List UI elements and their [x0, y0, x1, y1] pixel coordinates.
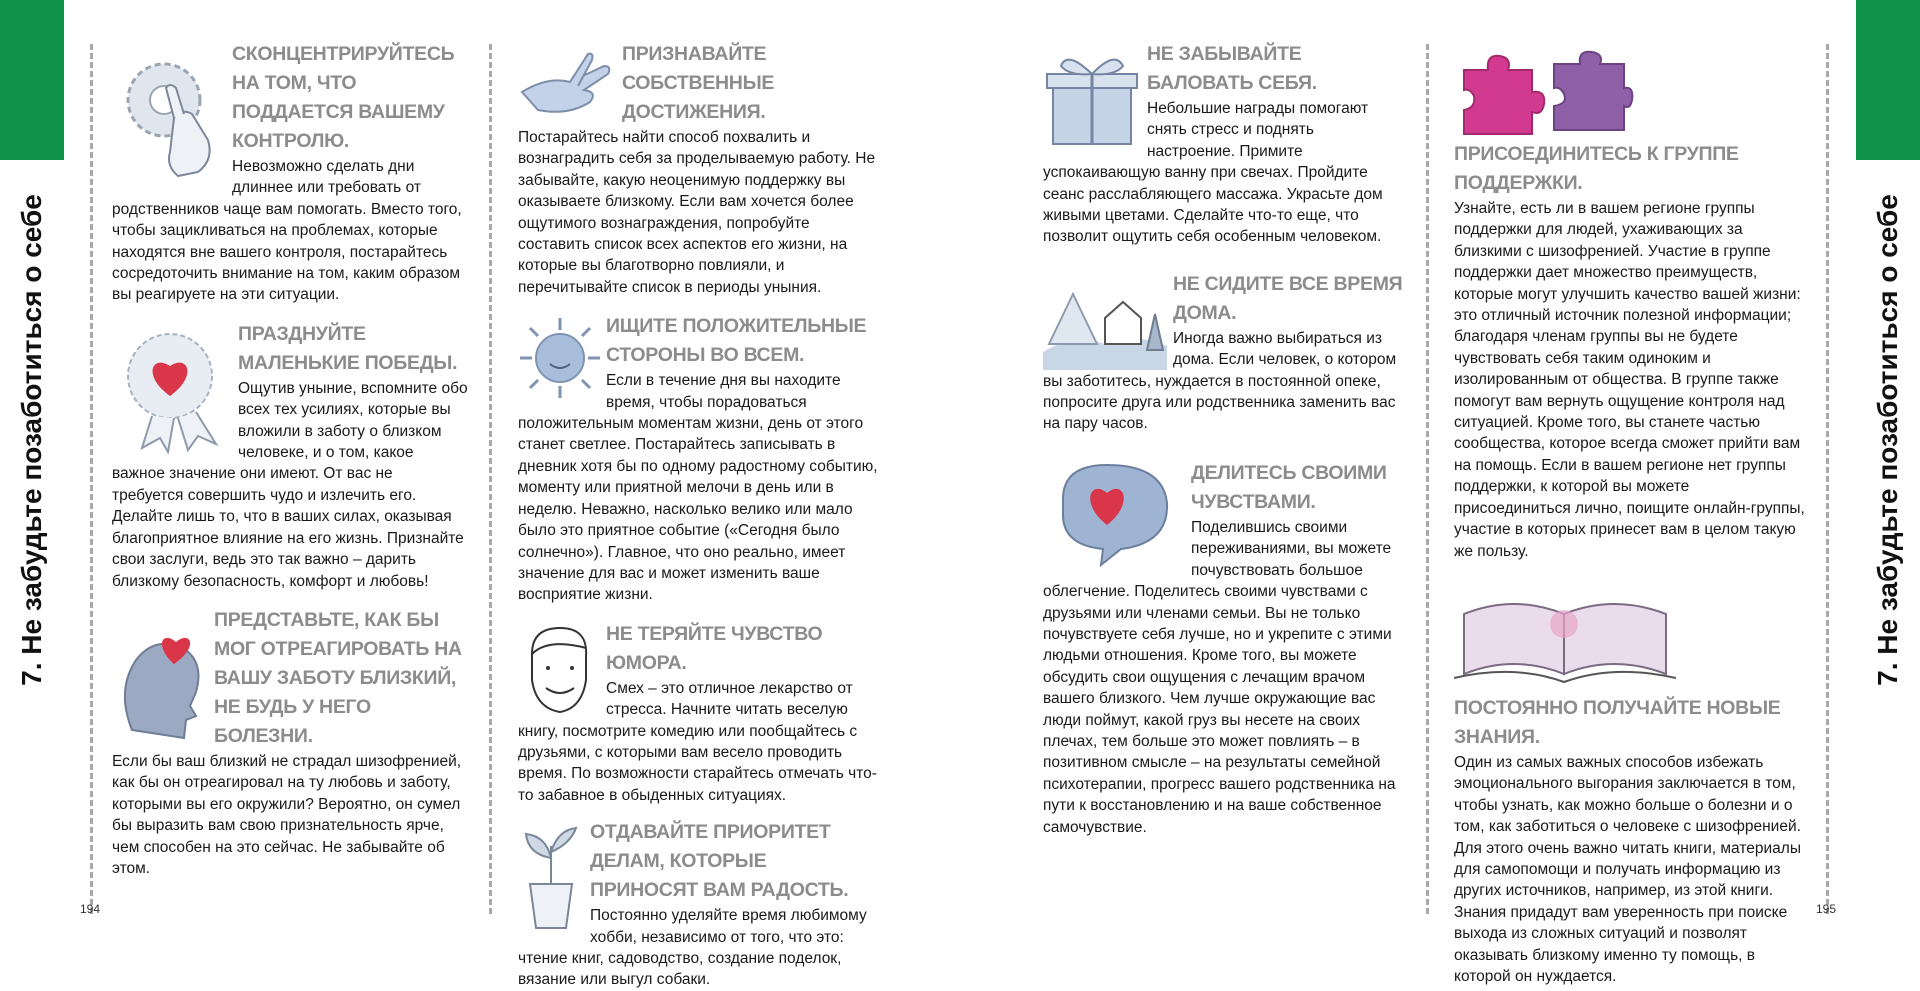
section-heading: НЕ ЗАБЫВАЙТЕ БАЛОВАТЬ СЕБЯ.: [1147, 43, 1317, 94]
section-heading: ПРИЗНАВАЙТЕ СОБСТВЕННЫЕ ДОСТИЖЕНИЯ.: [622, 43, 775, 123]
column-rule-left-1: [90, 44, 93, 914]
column-rule-right-2: [1826, 44, 1829, 914]
section-body: Поделившись своими переживаниями, вы можете почувствовать большое облегчение. Поделитесь своими чувствами с друзьями или членами семьи. Вы не только почувствуете себя лучше, но и укрепите с этими людьми отношения. Кроме того, вы можете обсудить свои ощущения с лечащим врачом вашего близкого. Чем лучше окружающие вас люди поймут, какой груз вы несете на своих плечах, тем больше это может повлиять – в позитивном смысле – на результаты семейной психотерапии, прогресс вашего родственника на пути к восстановлению и на ваше собственное самочувствие.: [1043, 518, 1396, 836]
section-treat-yourself: [1043, 40, 1405, 248]
section-keep-learning: [1454, 582, 1806, 987]
gift-box-illustration: [1043, 46, 1141, 150]
section-prioritize-joy: [518, 818, 878, 991]
section-acknowledge-achievements: [518, 40, 878, 298]
left-column-b: [518, 40, 878, 991]
hand-gear-illustration: [112, 48, 224, 188]
section-body: Небольшие награды помогают снять стресс и поднять настроение. Примите успокаивающую ванну при свечах. Пройдите сеанс расслабляющего массажа. Украсьте дом живыми цветами. Сделайте что-то еще, что позволит ощутить себя особенным человеком.: [1043, 100, 1383, 246]
section-heading: ДЕЛИТЕСЬ СВОИМИ ЧУВСТВАМИ.: [1191, 461, 1387, 513]
page-number-left: 194: [80, 902, 101, 916]
open-book-illustration: [1454, 594, 1676, 694]
smiling-face-illustration: [518, 624, 600, 720]
sun-illustration: [518, 316, 602, 400]
section-body: Узнайте, есть ли в вашем регионе группы поддержки для людей, ухаживающих за близкими с шизофренией. Участие в группе поддержки дает множество преимуществ, которые могут улучшить качество вашей жизни: это отличный источник полезной информации; благодаря членам группы вы не будете чувствовать себя таким одиноким и изолированным от общества. В группе также помогут вам вернуть ощущение контроля над ситуацией. Кроме того, вы станете частью сообщества, которое всегда сможет прийти вам на помощь. Если в вашем регионе нет группы поддержки, к которой вы можете присоединиться лично, поищите онлайн-группы, участие в которых принесет вам в целом такую же пользу.: [1454, 200, 1805, 560]
left-page: [0, 0, 960, 989]
page-number-right: 195: [1816, 902, 1837, 916]
section-body: Один из самых важных способов избежать эмоционального выгорания заключается в том, чтобы узнать, как можно больше о болезни и о том, как заботиться о человеке с шизофренией. Для этого очень важно читать книги, материалы для самопомощи и получать информацию из других источников, например, из этой книги. Знания придадут вам уверенность при поиске выхода из сложных ситуаций и позволят оказывать близкому именно ту помощь, в которой он нуждается.: [1454, 753, 1801, 985]
potted-plant-illustration: [518, 824, 584, 932]
chapter-title-left: [0, 180, 64, 700]
section-heading: ОТДАВАЙТЕ ПРИОРИТЕТ ДЕЛАМ, КОТОРЫЕ ПРИНОСЯТ ВАМ РАДОСТЬ.: [590, 821, 849, 902]
section-look-positive: [518, 312, 878, 605]
section-heading: СКОНЦЕНТРИРУЙТЕСЬ НА ТОМ, ЧТО ПОДДАЕТСЯ ВАШЕМУ КОНТРОЛЮ.: [232, 43, 455, 152]
section-heading: ПРЕДСТАВЬТЕ, КАК БЫ МОГ ОТРЕАГИРОВАТЬ НА ВАШУ ЗАБОТУ БЛИЗКИЙ, НЕ БУДЬ У НЕГО БОЛЕЗНИ.: [214, 608, 462, 747]
chapter-title-right: [1856, 180, 1920, 700]
winter-house-illustration: [1043, 274, 1167, 370]
section-body: Иногда важно выбираться из дома. Если человек, о котором вы заботитесь, нуждается в постоянной опеке, попросите друга или родственника заменить вас на пару часов.: [1043, 329, 1397, 433]
chapter-title-text-right: 7. Не забудьте позаботиться о себе: [1872, 194, 1903, 686]
head-heart-illustration: [112, 620, 210, 750]
section-share-feelings: [1043, 459, 1405, 838]
section-body: Если бы ваш близкий не страдал шизофренией, как бы он отреагировал на ту любовь и заботу, которыми вы его окружили? Вероятно, он сумел бы выразить вам свою признательность ярче, чем способен на это сейчас. Не забывайте об этом.: [112, 752, 462, 877]
section-small-victories: [112, 320, 468, 592]
left-column-a: [112, 40, 468, 879]
right-column-a: [1043, 40, 1405, 838]
section-body: Ощутив уныние, вспомните обо всех тех усилиях, которые вы вложили в заботу о близком человеке, и о том, какое важное значение они имеют. От вас не требуется совершить чудо и излечить его. Делайте лишь то, что в ваших силах, оказывая благоприятное влияние на его жизнь. Признайте свои заслуги, ведь это так важно – дарить близкому безопасность, комфорт и любовь!: [112, 379, 468, 590]
section-body: Невозможно сделать дни длиннее или требовать от родственников чаще вам помогать. Вместо того, чтобы зацикливаться на проблемах, которые находятся вне вашего контроля, постарайтесь сосредоточить внимание на том, каким образом вы реагируете на эти ситуации.: [112, 158, 462, 304]
chapter-title-text-left: 7. Не забудьте позаботиться о себе: [16, 194, 47, 686]
section-heading: ИЩИТЕ ПОЛОЖИТЕЛЬНЫЕ СТОРОНЫ ВО ВСЕМ.: [606, 315, 867, 367]
section-imagine-reaction: [112, 606, 468, 879]
section-leave-home: [1043, 270, 1405, 435]
column-rule-left-2: [489, 44, 492, 914]
section-body: Смех – это отличное лекарство от стресса. Начните читать веселую книгу, посмотрите комедию или пообщайтесь с друзьями, с которыми вам весело проводить время. По возможности старайтесь отмечать что-то забавное в обыденных ситуациях.: [518, 679, 877, 804]
puzzle-pieces-illustration: [1454, 48, 1634, 140]
right-page: [960, 0, 1920, 985]
section-body: Если в течение дня вы находите время, чтобы порадоваться положительным моментам жизни, день от этого станет светлее. Постарайтесь записывать в дневник хотя бы по одному радостному событию, моменту или приятной мелочи в день или в неделю. Неважно, насколько велико или мало было это приятное событие («Сегодня было солнечно»). Главное, что оно реально, имеет значение для вас и может изменить ваше восприятие жизни.: [518, 372, 878, 604]
chapter-tab-left: [0, 0, 64, 160]
section-body: Постарайтесь найти способ похвалить и вознаградить себя за проделываемую работу. Не забывайте, какую неоценимую поддержку вы оказываете близкому. Если вам хочется более ощутимого вознаграждения, попробуйте составить список всех аспектов его жизни, на которые вы благотворно повлияли, и перечитывайте список в периоды уныния.: [518, 129, 876, 296]
open-hand-illustration: [518, 46, 616, 122]
section-body: Постоянно уделяйте время любимому хобби, независимо от того, что это: чтение книг, садоводство, создание поделок, вязание или выгул собаки.: [518, 907, 867, 989]
section-join-support-group: [1454, 40, 1806, 562]
section-heading: ПРИСОЕДИНИТЕСЬ К ГРУППЕ ПОДДЕРЖКИ.: [1454, 143, 1739, 194]
chapter-tab-right: [1856, 0, 1920, 160]
heart-rosette-illustration: [112, 326, 232, 454]
section-heading: НЕ ТЕРЯЙТЕ ЧУВСТВО ЮМОРА.: [606, 622, 823, 674]
column-rule-right-1: [1426, 44, 1429, 914]
section-focus-control: [112, 40, 468, 306]
section-heading: ПОСТОЯННО ПОЛУЧАЙТЕ НОВЫЕ ЗНАНИЯ.: [1454, 696, 1781, 748]
section-heading: ПРАЗДНУЙТЕ МАЛЕНЬКИЕ ПОБЕДЫ.: [238, 322, 458, 374]
heart-bubble-illustration: [1043, 459, 1183, 567]
right-column-b: [1454, 40, 1806, 987]
section-heading: НЕ СИДИТЕ ВСЕ ВРЕМЯ ДОМА.: [1173, 272, 1403, 324]
section-sense-of-humor: [518, 620, 878, 806]
